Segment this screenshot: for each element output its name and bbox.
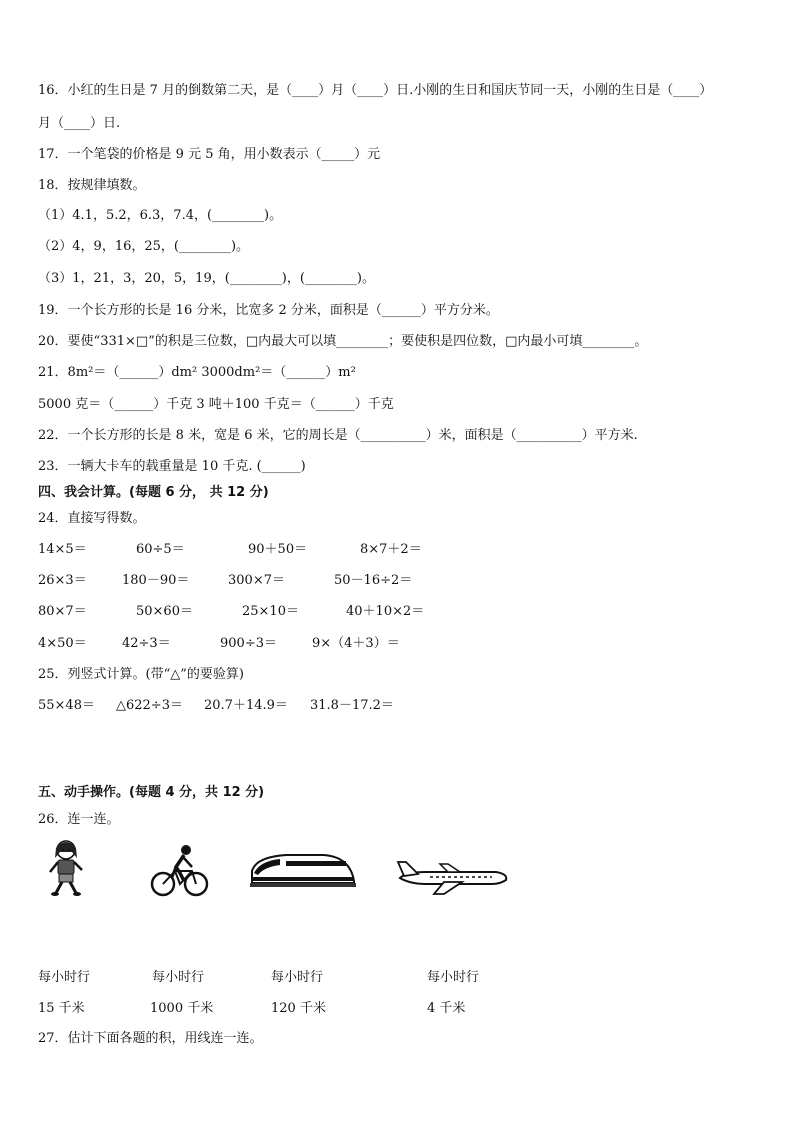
speed-label: 每小时行 — [427, 970, 480, 985]
calc-item: 42÷3＝ — [122, 636, 171, 651]
calc-item: 50×60＝ — [136, 604, 193, 619]
q18: 18．按规律填数。 — [38, 178, 146, 193]
calc-item: 90＋50＝ — [248, 542, 308, 557]
calc-item: 26×3＝ — [38, 573, 87, 588]
section4-heading: 四、我会计算。(每题 6 分， 共 12 分) — [38, 485, 269, 500]
vertical-calc-item: 31.8－17.2＝ — [310, 698, 394, 713]
calc-item: 180－90＝ — [122, 573, 190, 588]
q18-1: （1）4.1，5.2，6.3，7.4，(________)。 — [38, 208, 283, 223]
q20: 20．要使“331×□”的积是三位数，□内最大可以填________；要使积是四位数，□内最小可填________。 — [38, 334, 648, 349]
q25: 25．列竖式计算。(带“△”的要验算) — [38, 667, 244, 682]
speed-label: 每小时行 — [271, 970, 324, 985]
calc-item: 300×7＝ — [228, 573, 285, 588]
calc-item: 50－16÷2＝ — [334, 573, 413, 588]
calc-item: 9×（4＋3）＝ — [312, 636, 400, 651]
q21-line2: 5000 克＝（______）千克 3 吨＋100 千克＝（______）千克 — [38, 397, 394, 412]
speed-value: 15 千米 — [38, 1001, 85, 1016]
calc-item: 4×50＝ — [38, 636, 87, 651]
q16-line1: 16．小红的生日是 7 月的倒数第二天，是（____）月（____）日.小刚的生日和国庆节同一天，小刚的生日是（____） — [38, 83, 713, 98]
q23: 23．一辆大卡车的载重量是 10 千克. (______) — [38, 459, 306, 474]
q18-2: （2）4，9，16，25，(________)。 — [38, 239, 250, 254]
speed-value: 1000 千米 — [150, 1001, 214, 1016]
speed-value: 120 千米 — [271, 1001, 326, 1016]
bullet-train-picture — [246, 851, 358, 891]
q27: 27．估计下面各题的积，用线连一连。 — [38, 1031, 263, 1046]
vertical-calc-item: 20.7＋14.9＝ — [204, 698, 288, 713]
calc-item: 80×7＝ — [38, 604, 87, 619]
section5-heading: 五、动手操作。(每题 4 分，共 12 分) — [38, 785, 265, 800]
q18-3: （3）1，21，3，20，5，19，(________)，(________)。 — [38, 271, 375, 286]
q26: 26．连一连。 — [38, 812, 120, 827]
calc-item: 60÷5＝ — [136, 542, 185, 557]
vertical-calc-item: 55×48＝ — [38, 698, 95, 713]
q24: 24．直接写得数。 — [38, 511, 146, 526]
q19: 19．一个长方形的长是 16 分米，比宽多 2 分米，面积是（______）平方分米。 — [38, 303, 499, 318]
calc-item: 900÷3＝ — [220, 636, 277, 651]
airplane-picture — [396, 858, 510, 896]
speed-value: 4 千米 — [427, 1001, 466, 1016]
q22: 22．一个长方形的长是 8 米，宽是 6 米，它的周长是（__________）米，面积是（__________）平方米. — [38, 428, 638, 443]
q21-line1: 21．8m²＝（______）dm² 3000dm²＝（______）m² — [38, 365, 356, 380]
vertical-calc-item: △622÷3＝ — [116, 698, 183, 713]
calc-item: 8×7＋2＝ — [360, 542, 422, 557]
girl-walking-picture — [44, 838, 88, 896]
speed-label: 每小时行 — [152, 970, 205, 985]
speed-label: 每小时行 — [38, 970, 91, 985]
cyclist-picture — [150, 843, 210, 899]
calc-item: 40＋10×2＝ — [346, 604, 425, 619]
calc-item: 25×10＝ — [242, 604, 299, 619]
calc-item: 14×5＝ — [38, 542, 87, 557]
q17: 17．一个笔袋的价格是 9 元 5 角，用小数表示（_____）元 — [38, 147, 381, 162]
q16-line2: 月（____）日. — [38, 116, 121, 131]
